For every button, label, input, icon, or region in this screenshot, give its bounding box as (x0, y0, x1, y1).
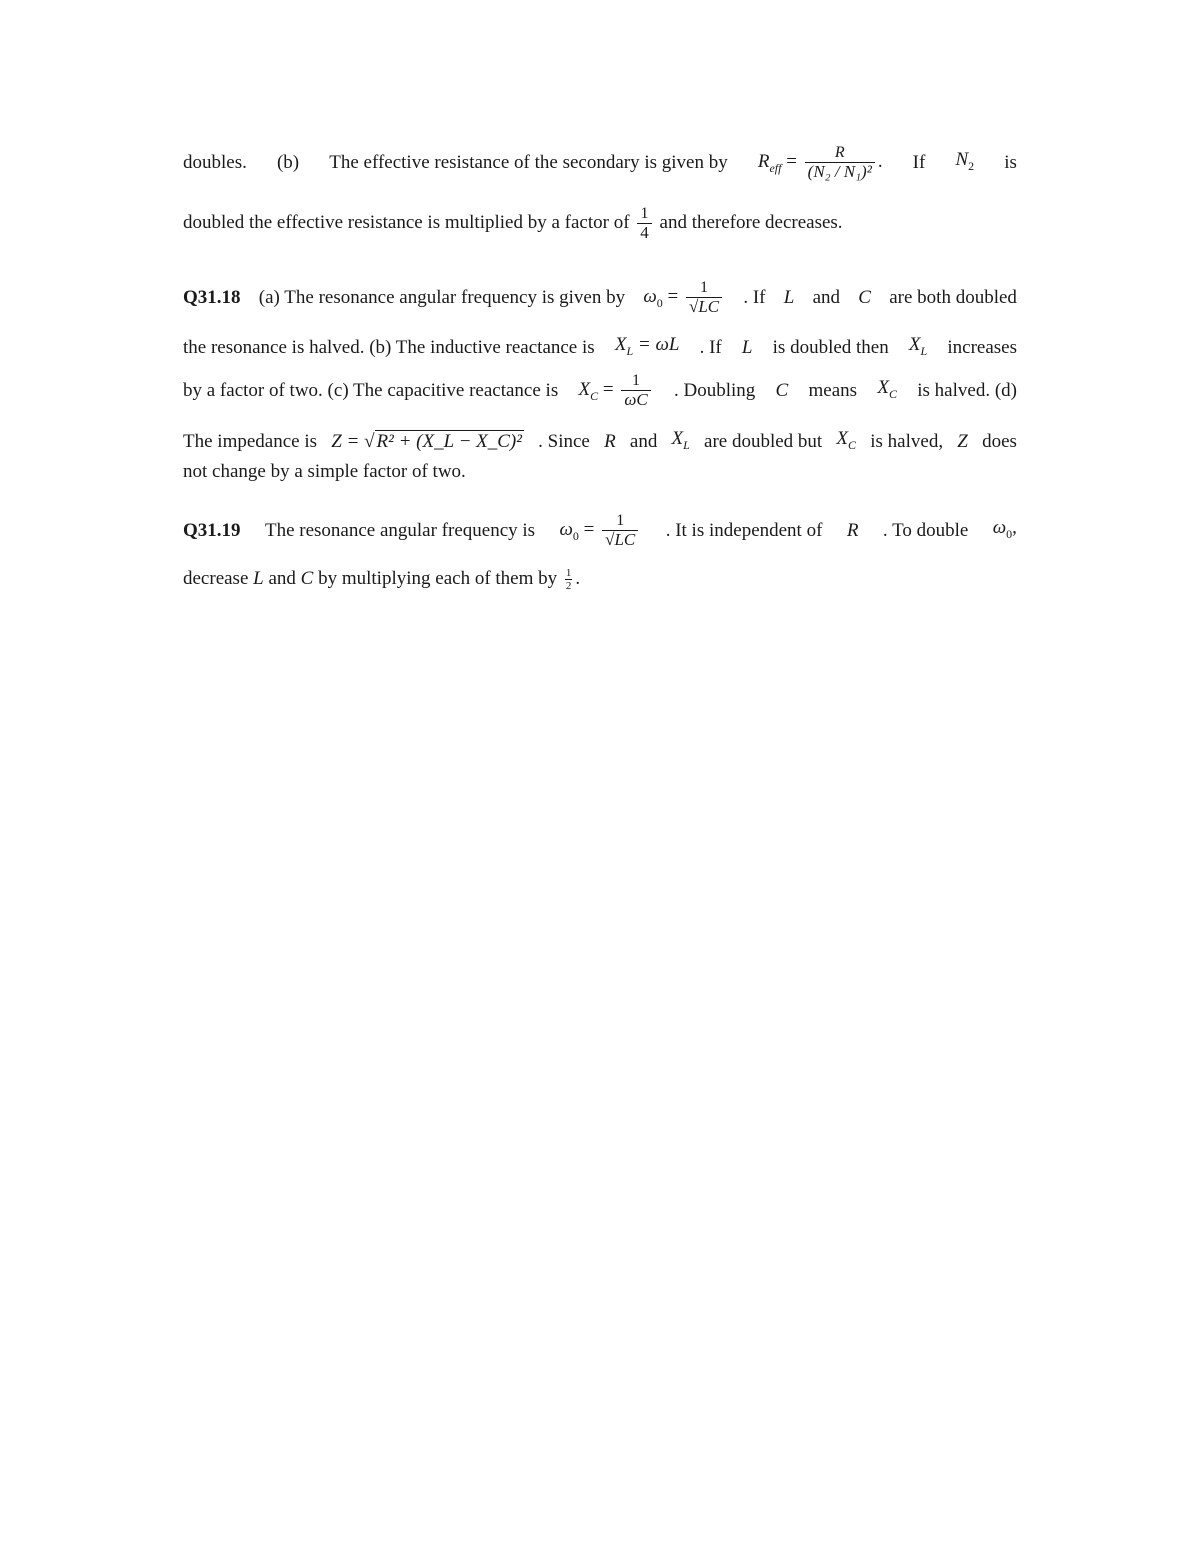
p1-text-is: is (1004, 152, 1017, 173)
q18-xl3-sub: L (683, 437, 690, 452)
reff-equation: $R_{eff}$ = $\frac{R}{\text{(N₂ / N₁)²}}$ . (757, 144, 883, 181)
q18-text-does: does (982, 430, 1017, 452)
q18-text-increases: increases (947, 336, 1017, 358)
q18-xc-2 (877, 376, 897, 406)
q18-Z: Z (957, 430, 968, 452)
q18-line-2 (183, 333, 1017, 363)
q18-line-5 (183, 460, 1017, 484)
q18-xc-letter-sub: C (888, 386, 897, 401)
q19-and: and (268, 568, 296, 589)
p1-line-2 (183, 205, 1017, 242)
q18-L-2: L (741, 336, 753, 358)
q19-omega-2 (993, 516, 1017, 546)
q19-omega-denominator: √LC (602, 530, 638, 550)
q18-xc-equation: $X_C$ = $\frac{1}{\omega C}$ (579, 372, 654, 409)
q19-text-multiplying: by multiplying each of them by (318, 568, 558, 589)
q18-xl-sub: L (626, 343, 634, 358)
q18-omega-sub: 0 (656, 296, 663, 311)
q19-omega: ω (559, 519, 573, 541)
q19-text-independent: . It is independent of (665, 520, 823, 541)
q18-text-is-halved: is halved. (d) (917, 380, 1017, 401)
n2-letter: N (955, 149, 969, 171)
q18-text-doubled-then: is doubled then (772, 336, 889, 358)
q19-comma: , (1012, 517, 1017, 539)
q19-line-2 (183, 567, 1017, 592)
q18-xl: X (614, 334, 627, 355)
q18-omega-fraction (686, 279, 722, 316)
q18-xc-fraction (621, 372, 650, 409)
q18-label: Q31.18 (183, 287, 241, 308)
q19-omega-numerator: 1 (616, 512, 625, 530)
n2-subscript: 2 (968, 158, 975, 173)
q18-text-doubled-but: are doubled but (704, 430, 823, 452)
p1-text-if: If (912, 152, 926, 173)
q19-text-resonance: The resonance angular frequency is (264, 520, 536, 541)
p1-text-doubles: doubles. (183, 152, 247, 173)
reff-symbol: R (757, 151, 770, 173)
q18-text-if: . If (743, 287, 766, 308)
q18-xc: X (578, 379, 591, 401)
reff-denominator: (N₂ / N₁)² (805, 162, 875, 182)
n2-symbol (955, 148, 974, 178)
half-numerator: 1 (565, 567, 572, 580)
q18-text-both-doubled: are both doubled (889, 287, 1017, 308)
q18-text-resonance: (a) The resonance angular frequency is given by (258, 287, 626, 308)
q18-text-halved: the resonance is halved. (b) The inductive reactance is (183, 336, 595, 358)
p1-line-1 (183, 143, 1017, 183)
q18-xc3-sub: C (848, 437, 857, 452)
q19-omega-equation: $\omega_0$ = $\frac{1}{√LC}$ (560, 512, 642, 549)
q18-xl-rhs: = ωL (637, 334, 680, 355)
q18-and: and (812, 287, 841, 308)
q18-line-1 (183, 278, 1017, 318)
half-fraction (565, 567, 573, 592)
q19-R: R (846, 520, 859, 541)
q19-C: C (300, 568, 314, 589)
q18-z-equation: Z = √ R² + (X_L − X_C)² (331, 430, 522, 452)
q18-text-impedance: The impedance is (183, 430, 318, 452)
q18-text-doubling: . Doubling (673, 380, 756, 401)
p1-text-decreases: and therefore decreases. (659, 212, 843, 233)
q18-line-4 (183, 427, 1017, 457)
q18-L: L (783, 287, 795, 308)
q18-text-means: means (808, 380, 858, 401)
p1-text-doubled-factor: doubled the effective resistance is multiplied by a factor of (183, 212, 630, 233)
q19-omega2-sub: 0 (1006, 526, 1013, 541)
quarter-numerator: 1 (640, 205, 649, 222)
q18-omega-equation: $\omega_0$ = $\frac{1}{√LC}$ (643, 279, 725, 316)
p1-text-effective-resistance: The effective resistance of the secondary is given by (329, 152, 728, 173)
q18-xc-sub: C (590, 389, 599, 404)
quarter-fraction (637, 205, 652, 242)
q18-xc3-letter: X (836, 428, 849, 449)
reff-subscript: eff (769, 161, 782, 176)
q18-xc-3 (836, 427, 856, 457)
q18-xl3-letter: X (671, 428, 684, 449)
q18-R: R (604, 430, 616, 452)
reff-fraction (805, 144, 875, 181)
q18-line-3 (183, 368, 1017, 414)
q18-text-not-change: not change by a simple factor of two. (183, 461, 466, 482)
q19-line-1 (183, 510, 1017, 552)
q18-xl-letter-sub: L (920, 343, 928, 358)
q18-omega: ω (643, 286, 657, 308)
q19-omega-fraction (602, 512, 638, 549)
q19-period: . (575, 568, 581, 589)
q19-omega-sub: 0 (572, 529, 579, 544)
q18-text-since: . Since (538, 430, 590, 452)
reff-numerator: R (834, 144, 845, 162)
q18-omega-numerator: 1 (700, 279, 709, 297)
q19-text-to-double: . To double (882, 520, 969, 541)
q18-C-2: C (775, 380, 789, 401)
q18-xl-3 (672, 427, 690, 457)
q19-L: L (253, 568, 264, 589)
q18-z-radicand: R² + (X_L − X_C)² (376, 430, 522, 452)
q18-text-halved-2: is halved, (870, 430, 944, 452)
q18-z-eq: Z = (331, 430, 360, 452)
q18-and-2: and (629, 430, 658, 452)
q18-xl-2 (909, 333, 927, 363)
q18-xc-letter: X (877, 377, 889, 399)
q18-xc-denominator: ωC (621, 390, 650, 410)
q18-text-factor-two: by a factor of two. (c) The capacitive reactance is (183, 380, 559, 401)
q18-xl-letter: X (908, 334, 921, 355)
quarter-denominator: 4 (637, 223, 652, 243)
q18-xl-equation (615, 333, 680, 363)
q19-omega2-letter: ω (992, 517, 1007, 539)
q18-C: C (858, 287, 871, 308)
q18-omega-denominator: √LC (686, 297, 722, 317)
half-denominator: 2 (565, 580, 572, 593)
q19-text-decrease: decrease (183, 568, 249, 589)
p1-text-b: (b) (276, 152, 300, 173)
q18-text-if-2: . If (699, 336, 722, 358)
q19-label: Q31.19 (183, 520, 241, 541)
q18-xc-numerator: 1 (632, 372, 641, 390)
